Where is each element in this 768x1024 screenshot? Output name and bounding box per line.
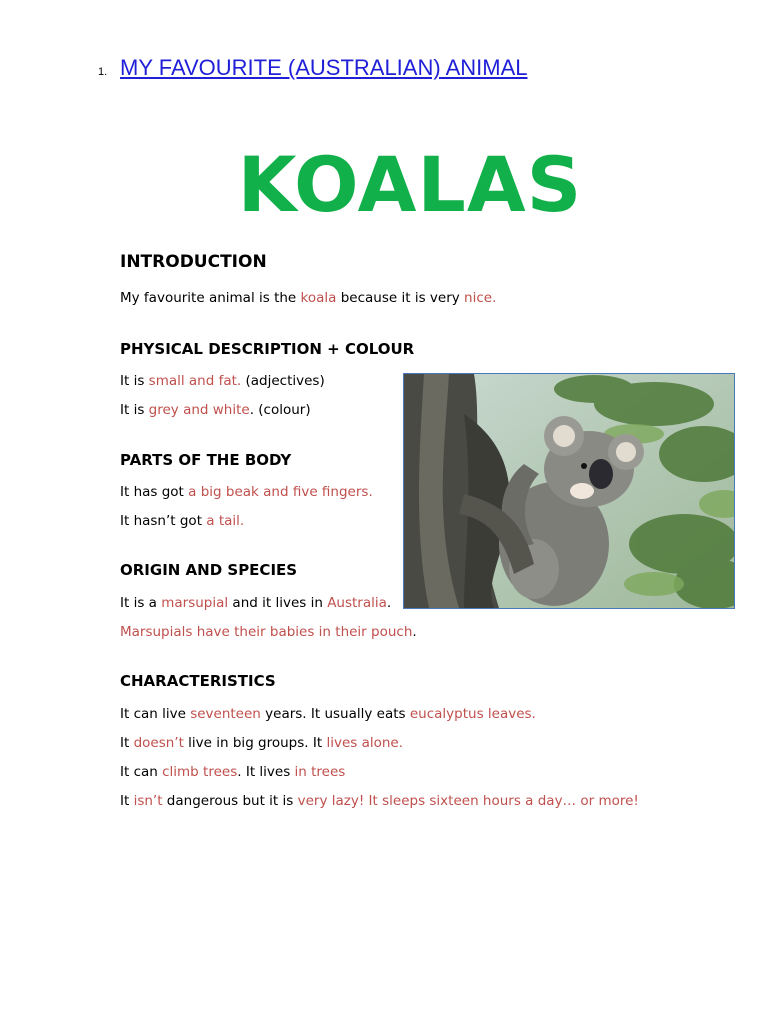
text-run: It has got	[120, 484, 189, 500]
text-run: .	[412, 624, 417, 640]
highlight-run: climb trees	[162, 764, 238, 780]
characteristics-line-2	[120, 735, 403, 751]
text-run: It is	[120, 373, 149, 389]
section-heading-introduction: INTRODUCTION	[120, 252, 267, 272]
document-title-link[interactable]: MY FAVOURITE (AUSTRALIAN) ANIMAL	[120, 55, 528, 80]
origin-line-1	[120, 595, 391, 611]
highlight-run: seventeen	[190, 706, 261, 722]
section-heading-body-parts: PARTS OF THE BODY	[120, 451, 292, 469]
highlight-run: isn’t	[133, 793, 163, 809]
highlight-run: koala	[300, 290, 337, 306]
section-physical	[120, 340, 414, 358]
text-run: It can	[120, 764, 163, 780]
highlight-run: marsupial	[161, 595, 229, 611]
section-heading-characteristics: CHARACTERISTICS	[120, 672, 276, 690]
characteristics-line-3	[120, 764, 345, 780]
section-introduction	[120, 252, 267, 272]
highlight-run: small and fat.	[148, 373, 242, 389]
physical-line-2	[120, 402, 311, 418]
text-run: live in big groups. It	[183, 735, 327, 751]
characteristics-line-1	[120, 706, 536, 722]
section-heading-physical: PHYSICAL DESCRIPTION + COLOUR	[120, 340, 415, 358]
main-heading: KOALAS	[237, 140, 583, 229]
section-origin	[120, 561, 297, 579]
origin-line-2	[120, 624, 417, 640]
text-run: My favourite animal is the	[120, 290, 301, 306]
koala-illustration	[404, 374, 734, 608]
body-parts-line-2	[120, 513, 244, 529]
text-run: It	[120, 793, 134, 809]
physical-line-1	[120, 373, 325, 389]
text-run: It is a	[120, 595, 162, 611]
text-run: . (colour)	[249, 402, 311, 418]
text-run: It	[120, 735, 134, 751]
highlight-run: a big beak and five fingers.	[188, 484, 373, 500]
text-run: years. It usually eats	[260, 706, 410, 722]
text-run: .	[386, 595, 392, 611]
section-body-parts	[120, 451, 291, 469]
characteristics-line-4	[120, 793, 639, 809]
highlight-run: Marsupials have their babies in their pouch	[120, 624, 413, 640]
highlight-run: lives alone.	[326, 735, 404, 751]
text-run: It is	[120, 402, 149, 418]
highlight-run: in trees	[294, 764, 346, 780]
intro-line-1	[120, 290, 496, 306]
highlight-run: doesn’t	[133, 735, 184, 751]
koala-photo	[403, 373, 735, 609]
text-run: It can live	[120, 706, 191, 722]
text-run: because it is very	[336, 290, 465, 306]
text-run: It hasn’t got	[120, 513, 207, 529]
list-number: 1.	[98, 66, 108, 78]
text-run: dangerous but it is	[162, 793, 298, 809]
highlight-run: very lazy! It sleeps sixteen hours a day… or more!	[297, 793, 639, 809]
text-run: and it lives in	[228, 595, 328, 611]
highlight-run: a tail.	[206, 513, 245, 529]
section-heading-origin: ORIGIN AND SPECIES	[120, 561, 298, 579]
text-run: (adjectives)	[241, 373, 325, 389]
body-parts-line-1	[120, 484, 373, 500]
section-characteristics	[120, 672, 276, 690]
highlight-run: Australia	[327, 595, 387, 611]
text-run: . It lives	[237, 764, 295, 780]
highlight-run: eucalyptus leaves.	[409, 706, 536, 722]
highlight-run: grey and white	[148, 402, 250, 418]
highlight-run: nice.	[464, 290, 497, 306]
